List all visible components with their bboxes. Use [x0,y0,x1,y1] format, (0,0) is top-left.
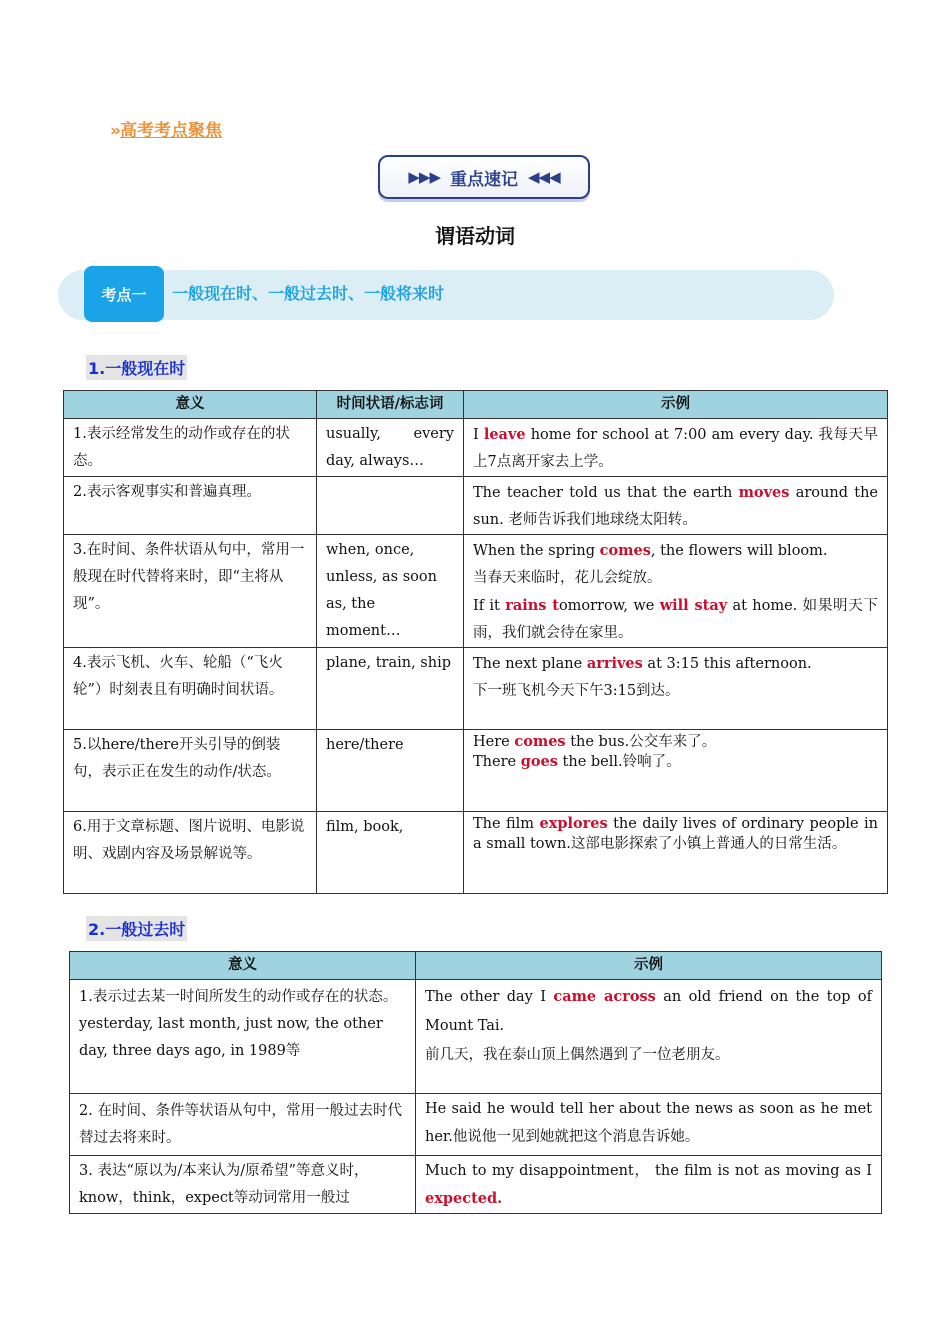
meaning-cell: 2.表示客观事实和普遍真理。 [64,477,317,535]
table-row [64,477,888,535]
column-header: 意义 [64,391,317,419]
example-cell: When the spring comes, the flowers will bloom. 当春天来临时，花儿会绽放。 If it rains tomorrow, we will stay at home. 如果明天下雨，我们就会待在家里。 [464,535,888,648]
markers-cell: film, book, [317,812,464,894]
markers-cell [317,477,464,535]
triple-arrow-left-icon: ◀◀◀ [528,168,560,186]
example-cell: The film explores the daily lives of ordinary people in a small town.这部电影探索了小镇上普通人的日常生活。 [464,812,888,894]
page-title: 谓语动词 [435,224,515,248]
table-row [64,648,888,730]
meaning-cell: 5.以here/there开头引导的倒装句，表示正在发生的动作/状态。 [64,730,317,812]
table-row [64,419,888,477]
example-cell: The other day I came across an old friend on the top of Mount Tai. 前几天，我在泰山顶上偶然遇到了一位老朋友。 [416,980,882,1094]
present-tense-table [63,390,888,894]
meaning-cell: 6.用于文章标题、图片说明、电影说明、戏剧内容及场景解说等。 [64,812,317,894]
meaning-cell: 1.表示经常发生的动作或存在的状态。 [64,419,317,477]
meaning-cell: 1.表示过去某一时间所发生的动作或存在的状态。yesterday, last month, just now, the other day, three days ago, in 1989等 [70,980,416,1094]
table-row [64,730,888,812]
kaodian-tag: 考点一 [84,266,164,322]
column-header: 意义 [70,952,416,980]
past-tense-heading: 2.一般过去时 [86,916,187,941]
table-header-row [70,952,882,980]
table-row [70,1156,882,1214]
markers-cell: here/there [317,730,464,812]
table-row [64,812,888,894]
key-points-banner [378,155,590,199]
kaodian-title: 一般现在时、一般过去时、一般将来时 [172,284,445,303]
example-cell: He said he would tell her about the news as soon as he met her.他说他一见到她就把这个消息告诉她。 [416,1094,882,1156]
double-chevron-icon: » [110,121,118,141]
table-header-row [64,391,888,419]
triple-arrow-right-icon: ▶▶▶ [408,168,440,186]
past-tense-table [69,951,882,1214]
table-row [64,535,888,648]
example-cell: Here comes the bus.公交车来了。 There goes the bell.铃响了。 [464,730,888,812]
meaning-cell: 4.表示飞机、火车、轮船（“飞火轮”）时刻表且有明确时间状语。 [64,648,317,730]
example-cell: The next plane arrives at 3:15 this afternoon. 下一班飞机今天下午3:15到达。 [464,648,888,730]
markers-cell: plane, train, ship [317,648,464,730]
table-row [70,980,882,1094]
table-row [70,1094,882,1156]
column-header: 示例 [464,391,888,419]
meaning-cell: 3.在时间、条件状语从句中，常用一般现在时代替将来时，即“主将从现”。 [64,535,317,648]
present-tense-heading: 1.一般现在时 [86,355,187,380]
column-header: 时间状语/标志词 [317,391,464,419]
section-link[interactable] [110,116,222,141]
example-cell: I leave home for school at 7:00 am every day. 我每天早上7点离开家去上学。 [464,419,888,477]
example-cell: Much to my disappointment， the film is not as moving as I expected. [416,1156,882,1214]
markers-cell: usually, every day, always… [317,419,464,477]
column-header: 示例 [416,952,882,980]
example-cell: The teacher told us that the earth moves around the sun. 老师告诉我们地球绕太阳转。 [464,477,888,535]
meaning-cell: 2. 在时间、条件等状语从句中，常用一般过去时代替过去将来时。 [70,1094,416,1156]
meaning-cell: 3. 表达“原以为/本来认为/原希望”等意义时，know，think，expect等动词常用一般过 [70,1156,416,1214]
section-link-text[interactable]: 高考考点聚焦 [119,121,222,141]
markers-cell: when, once, unless, as soon as, the moment… [317,535,464,648]
banner-label: 重点速记 [450,169,518,190]
